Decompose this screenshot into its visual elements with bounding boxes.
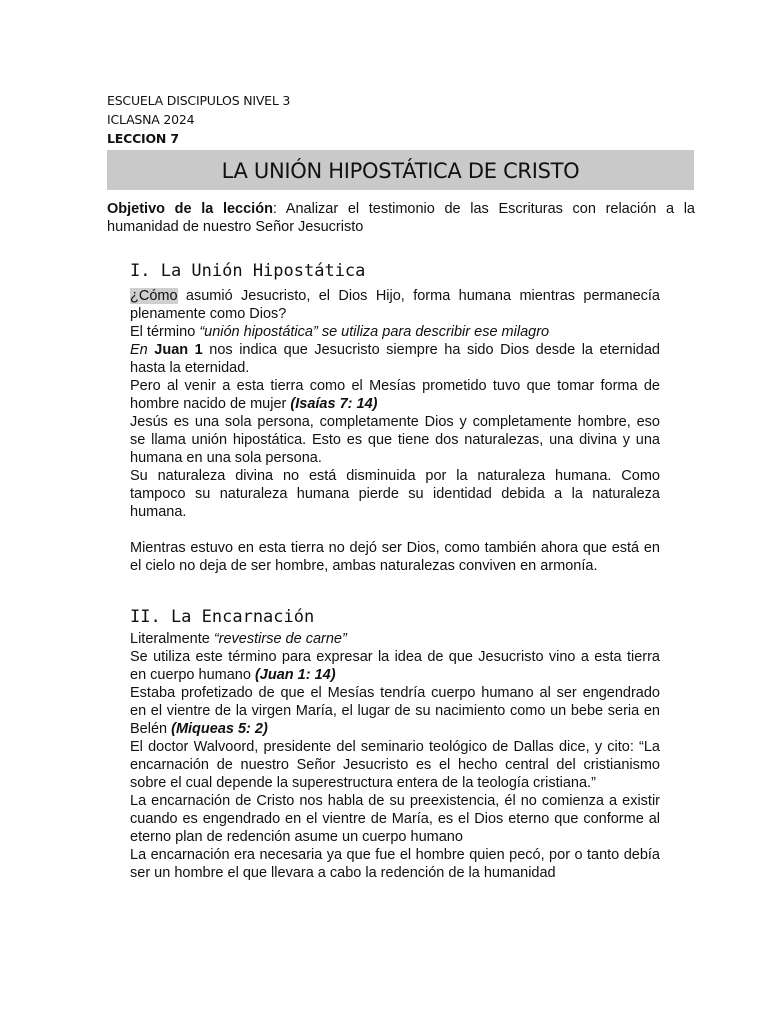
scripture-reference: (Isaías 7: 14) [290,396,378,412]
lesson-objective [107,200,695,236]
s1-paragraph-5: Jesús es una sola persona, completamente Dios y completamente hombre, eso se llama unión hipostática. Esto es que tiene dos naturalezas, una divina y una humana en una sola persona. [130,414,660,466]
title-banner [107,150,694,190]
institution-year: ICLASNA 2024 [107,112,195,127]
section-1-heading: I. La Unión Hipostática [130,261,366,281]
s1-paragraph-7: Mientras estuvo en esta tierra no dejó ser Dios, como también ahora que está en el cielo no deja de ser hombre, ambas naturalezas conviven en armonía. [130,540,660,574]
s2-paragraph-6: La encarnación era necesaria ya que fue el hombre quien pecó, por o tanto debía ser un hombre el que llevara a cabo la redención de la humanidad [130,847,660,881]
objective-label: Objetivo de la lección [107,201,273,217]
school-name: ESCUELA DISCIPULOS NIVEL 3 [107,93,291,108]
s1-paragraph-1: ¿Cómo asumió Jesucristo, el Dios Hijo, forma humana mientras permanecía plenamente como Dios? [130,288,660,322]
scripture-reference: (Juan 1: 14) [254,667,336,683]
section-2-heading: II. La Encarnación [130,607,315,627]
page-title: LA UNIÓN HIPOSTÁTICA DE CRISTO [221,159,580,183]
highlighted-word: ¿Cómo [130,288,178,304]
s1-paragraph-2: El término “unión hipostática” se utiliza para describir ese milagro [130,324,550,340]
section-2-body [130,630,660,882]
lesson-number: LECCION 7 [107,131,179,146]
section-1-body [130,287,660,575]
s1-paragraph-4: Pero al venir a esta tierra como el Mesías prometido tuvo que tomar forma de hombre nacido de mujer (Isaías 7: 14) [130,378,660,412]
s2-paragraph-2: Se utiliza este término para expresar la idea de que Jesucristo vino a esta tierra en cuerpo humano (Juan 1: 14) [130,649,660,683]
s2-paragraph-3: Estaba profetizado de que el Mesías tendría cuerpo humano al ser engendrado en el vientre de la virgen María, el lugar de su nacimiento como un bebe seria en Belén (Miqueas 5: 2) [130,685,660,737]
s1-paragraph-3: En Juan 1 nos indica que Jesucristo siempre ha sido Dios desde la eternidad hasta la eternidad. [130,342,660,376]
s2-paragraph-1: Literalmente “revestirse de carne” [130,631,347,647]
objective-text: : Analizar el testimonio de las Escrituras con relación a la humanidad de nuestro Señor Jesucristo [107,201,695,235]
s2-paragraph-5: La encarnación de Cristo nos habla de su preexistencia, él no comienza a existir cuando es engendrado en el vientre de María, es el Dios eterno que conforme al eterno plan de redención asume un cuerpo humano [130,793,660,845]
s2-paragraph-4: El doctor Walvoord, presidente del seminario teológico de Dallas dice, y cito: “La encarnación de nuestro Señor Jesucristo es el hecho central del cristianismo sobre el cual depende la superestructura entera de la teología cristiana.” [130,739,660,791]
s1-paragraph-6: Su naturaleza divina no está disminuida por la naturaleza humana. Como tampoco su naturaleza humana pierde su identidad debida a la naturaleza humana. [130,468,660,520]
scripture-reference: (Miqueas 5: 2) [171,721,268,737]
